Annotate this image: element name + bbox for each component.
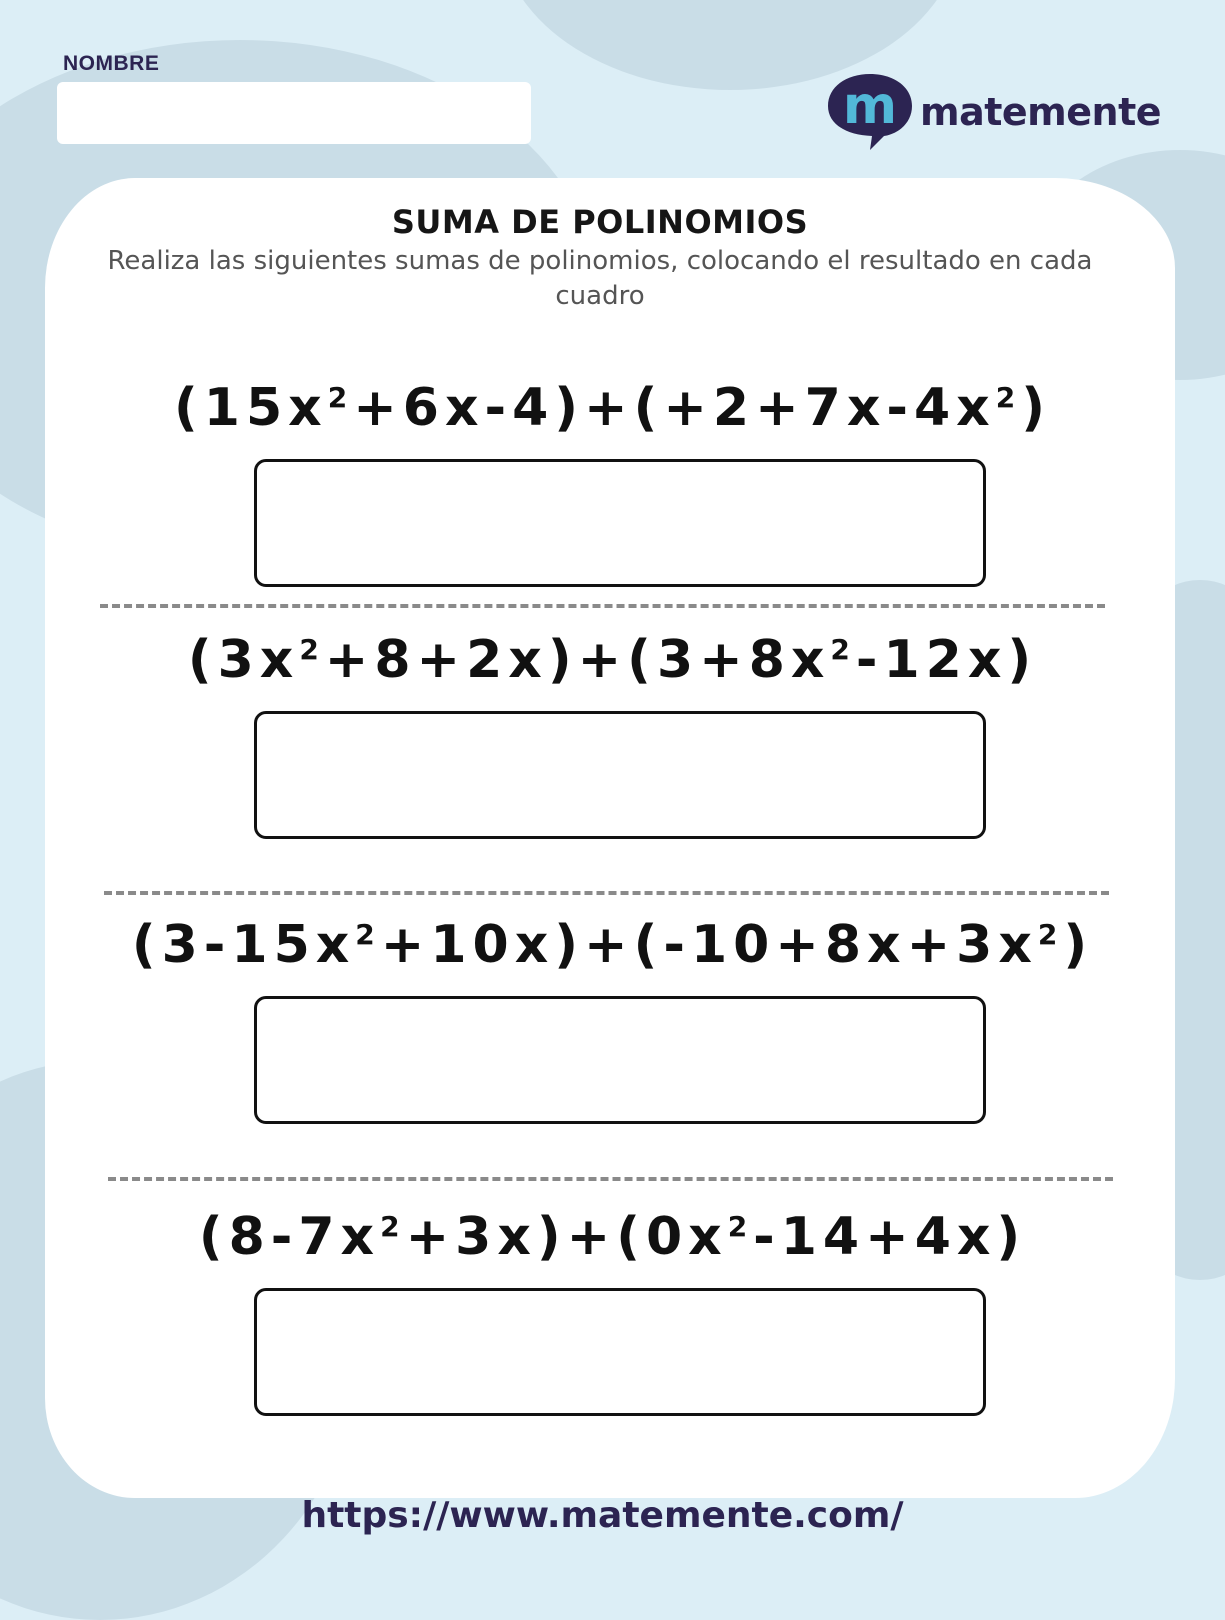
answer-box[interactable] [254, 996, 986, 1124]
worksheet-title: SUMA DE POLINOMIOS [391, 203, 809, 241]
divider [108, 1177, 1113, 1181]
answer-box[interactable] [254, 459, 986, 587]
divider [100, 604, 1105, 608]
divider [104, 891, 1109, 895]
answer-box[interactable] [254, 711, 986, 839]
logo-letter: m [842, 76, 898, 136]
name-field[interactable] [57, 82, 531, 144]
exercise-expression: $(8-7x^2+3x)+(0x^2-14+4x)$ [198, 1207, 1027, 1267]
website-link[interactable]: https://www.matemente.com/ [301, 1495, 904, 1536]
exercise-expression: $(3x^2+8+2x)+(3+8x^2-12x)$ [187, 630, 1038, 690]
worksheet-instructions: Realiza las siguientes sumas de polinomios, colocando el resultado en cada cuadro [107, 246, 1093, 311]
exercise-expression: $(15x^2+6x-4)+(+2+7x-4x^2)$ [174, 378, 1051, 438]
logo [826, 72, 1161, 152]
name-label: NOMBRE [63, 52, 160, 75]
speech-bubble-logo-icon [826, 72, 914, 152]
logo-text: matemente [920, 90, 1162, 134]
exercise-expression: $(3-15x^2+10x)+(-10+8x+3x^2)$ [131, 915, 1094, 975]
answer-box[interactable] [254, 1288, 986, 1416]
